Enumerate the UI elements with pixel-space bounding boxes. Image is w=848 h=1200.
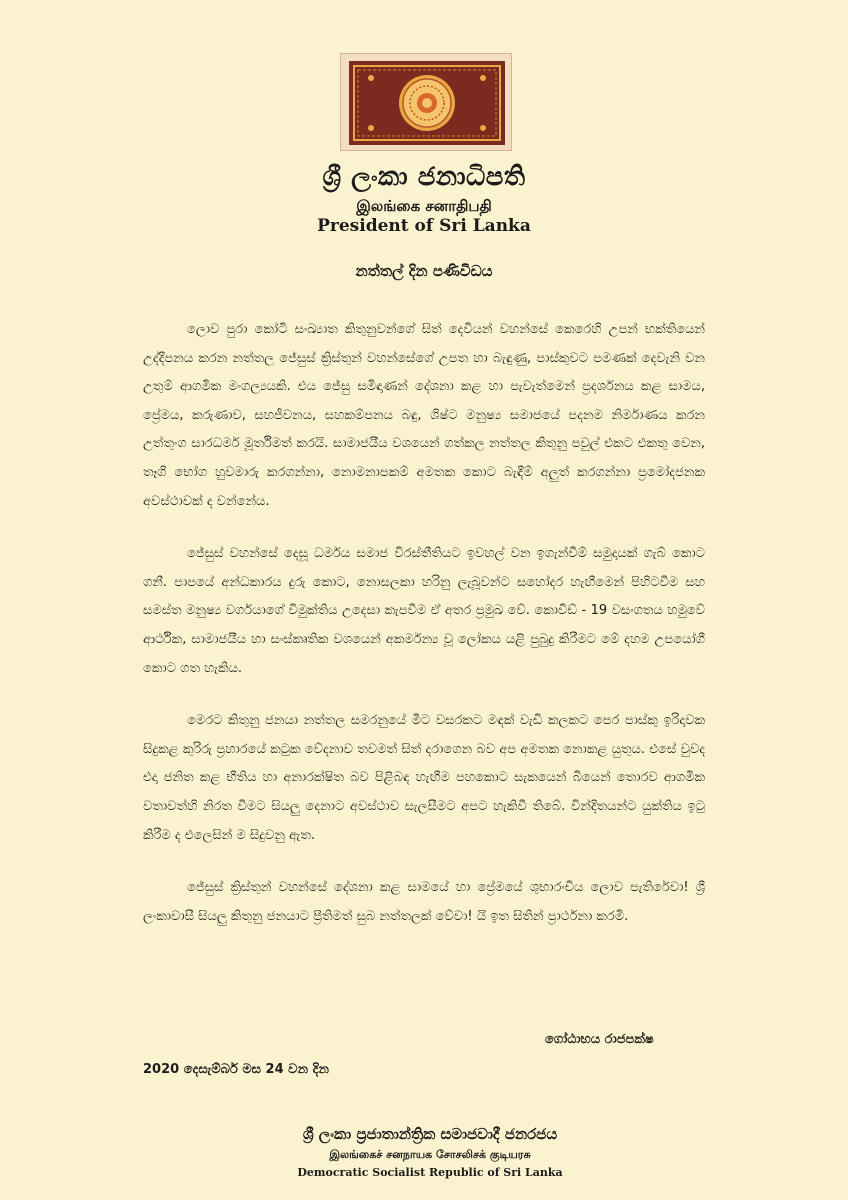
paragraph-2: ජේසුස් වහන්සේ දෙසූ ධර්මය සමාජ විරස්තීතියට ඉවහල් වන ඉගැන්වීම් සමුදායක් ගැබ් කොට ගනී. පාපයේ අන්ධකාරය දුරු කොට, නොසලකා හරිනු ලැබූවන්ට සහෝදර හැඟීමෙන් පිහිටවීම සහ සමස්ත මනුෂ්‍ය වර්ගයාගේ විමුක්තිය උදෙසා කැපවීම ඒ අතර ප්‍රමුඛ වේ. කොවිඩ් - 19 වසංගතය හමුවේ ආර්ථික, සාමාජයීය හා සංස්කෘතික වශයෙන් අකර්මන්‍ය වූ ලෝකය යළි පුබුදු කිරීමට මේ දහම උපයෝගී කොට ගත හැකිය.	[143, 546, 705, 676]
presidential-flag-emblem	[340, 53, 512, 151]
footer-tamil: இலங்கைச் சனநாயக சோசலிசக் குடியரசு	[329, 1148, 531, 1161]
header-english: President of Sri Lanka	[317, 216, 531, 236]
paragraph-1: ලොව පුරා කෝටි සංඛ්‍යාත කිතුනුවන්ගේ සිත් දෙවියන් වහන්සේ කෙරෙහි උපන් භක්තියෙන් උද්දීපනය කරන නත්තල ජේසුස් ක්‍රිස්තුන් වහන්සේගේ උපත හා බැඳුණු, පාස්කුවට පමණක් දෙවැනි වන උතුම් ආගමික මංගල්‍යයකි. එය ජේසු සමිඳාණන් දේශනා කළ හා පැවැත්මෙන් ප්‍රදර්ශනය කළ සාමය, ප්‍රේමය, කරුණාව, සහජීවනය, සහකම්පනය බඳු, ශිෂ්ට මනුෂ්‍ය සමාජයේ පදනම නිර්මාණය කරන උත්තුංග සාරධර්ම මූර්තිමත් කරයි. සාමාජයීය වශයෙන් ගත්කල නත්තල කිතුනු පවුල් එකට එකතු වෙන, තෑගි භෝග හුවමාරු කරගන්නා, නොමනාපකම් අමතක කොට බැඳීම් අලුත් කරගන්නා ප්‍රමෝදජනක අවස්ථාවක් ද වන්නේය.	[143, 322, 705, 509]
header-tamil: இலங்கை சனாதிபதி	[356, 197, 492, 215]
paragraph-3: මෙරට කිතුනු ජනයා නත්තල සමරනුයේ මීට වසරකට මඳක් වැඩි කලකට පෙර පාස්කු ඉරිදාවක සිදුකළ කුරිරු ප්‍රහාරයේ කටුක වේදනාව තවමත් සිත් දරාගෙන බව අප අමතක නොකළ යුතුය. එසේ වුවද එදා ජනිත කළ භීතිය හා අනාරක්ෂිත බව පිළිබඳ හැඟීම පහකොට සැකයෙන් බියෙන් තොරව ආගමික වතාවත්හි නිරත වීමට සියලු දෙනාට අවස්ථාව සැලසීමට අපට හැකිවී තිබේ. වින්දිතයන්ට යුක්තිය ඉටු කිරීම ද එලෙසින් ම සිදුවනු ඇත.	[143, 713, 705, 843]
paragraph-4: ජේසුස් ක්‍රිස්තුන් වහන්සේ දේශනා කළ සාමයේ හා ප්‍රේමයේ ශුභාරංචිය ලොව පැතිරේවා! ශ්‍රී ලංකාවාසී සියලු කිතුනු ජනයාට ප්‍රීතිමත් සුබ නත්තලක් වේවා! යි ඉත සිතින් ප්‍රාර්ථනා කරමි.	[143, 880, 705, 924]
letter-date: 2020 දෙසැම්බර් මස 24 වන දින	[143, 1062, 329, 1077]
footer-english: Democratic Socialist Republic of Sri Lanka	[297, 1166, 563, 1179]
letter-title: නත්තල් දින පණිවිඩය	[355, 262, 493, 280]
letter-body	[143, 316, 705, 955]
flag-icon	[341, 54, 513, 152]
footer-sinhala: ශ්‍රී ලංකා ප්‍රජාතාන්ත්‍රික සමාජවාදී ජනරජය	[302, 1125, 558, 1143]
header-sinhala: ශ්‍රී ලංකා ජනාධිපති	[322, 162, 526, 192]
signature: ගෝඨාභය රාජපක්ෂ	[545, 1032, 654, 1047]
